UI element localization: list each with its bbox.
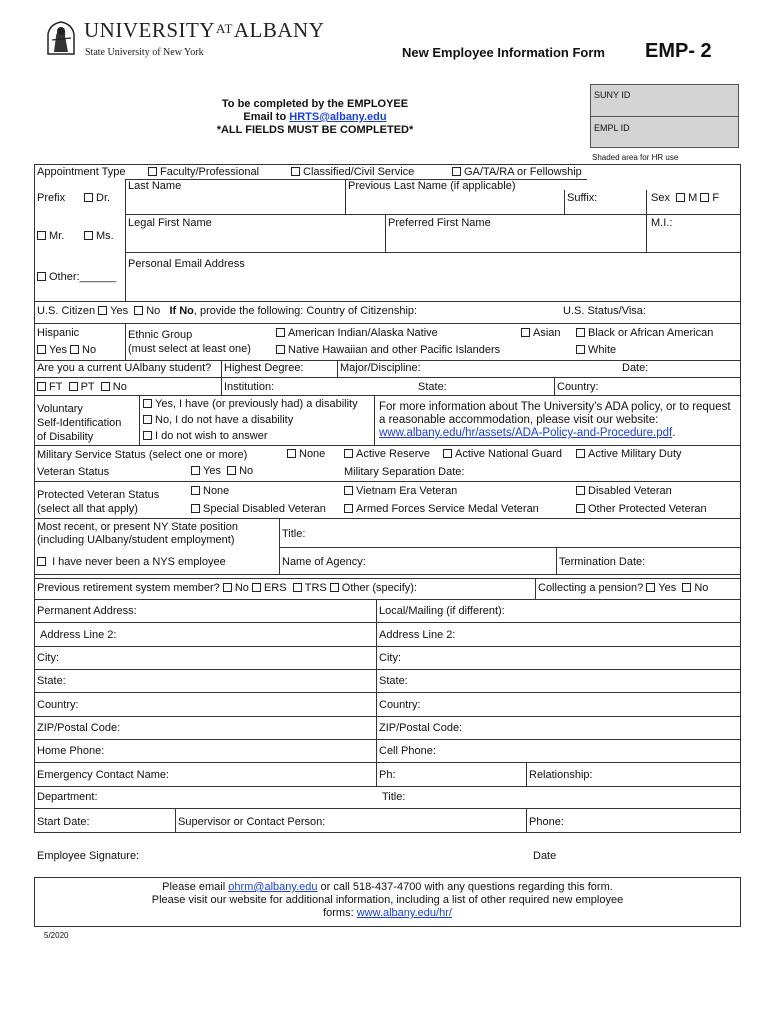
pension-no-label: No [694,582,709,594]
shaded-note: Shaded area for HR use [592,153,679,162]
student-ft-checkbox[interactable] [37,382,46,391]
retirement-trs-checkbox[interactable] [293,583,302,592]
student-pt-checkbox[interactable] [69,382,78,391]
checkbox[interactable] [576,449,585,458]
asian-label: Asian [533,327,561,339]
disability-label-3: of Disability [37,431,94,443]
university-logo [44,20,344,60]
footer-line1-b: or call 518-437-4700 with any questions regarding this form. [317,881,613,893]
ada-info-line2: a reasonable accommodation, please visit our website: [379,414,659,426]
employee-signature-label: Employee Signature: [37,850,140,862]
citizen-no-label: No [146,305,161,317]
checkbox[interactable] [576,328,585,337]
pv-none-option[interactable] [191,485,229,498]
veteran-status-label: Veteran Status [37,466,110,478]
sex-m-checkbox[interactable] [676,193,685,202]
citizen-yes-checkbox[interactable] [98,306,107,315]
retirement-ers-label: ERS [263,582,287,594]
pv-armed-label: Armed Forces Service Medal Veteran [356,503,539,515]
retirement-question: Previous retirement system member? [37,582,220,594]
veteran-options [191,465,253,478]
if-no-label: If No [169,305,194,317]
instructions-line1: To be completed by the EMPLOYEE [221,98,409,110]
retirement-no-label: No [234,582,249,594]
home-phone-label: Home Phone: [37,745,105,757]
termination-date-label: Termination Date: [559,556,646,568]
signature-date-label: Date [533,850,557,862]
veteran-no-label: No [239,465,254,477]
checkbox[interactable] [148,167,157,176]
start-date-label: Start Date: [37,816,90,828]
perm-city-label: City: [37,652,59,664]
preferred-first-name-label: Preferred First Name [388,217,491,229]
ada-info-line1: For more information about The University’s ADA policy, or to request [379,401,731,413]
never-nys-label: I have never been a NYS employee [52,556,226,568]
pv-other-label: Other Protected Veteran [588,503,707,515]
country-citizenship-label: , provide the following: Country of Citizenship: [193,305,418,317]
nhpi-label: Native Hawaiian and other Pacific Islanders [288,344,501,356]
appt-ga-option[interactable] [452,166,582,179]
ada-info [379,401,731,440]
appt-classified-label: Classified/Civil Service [303,166,415,178]
prefix-dr-label: Dr. [96,192,111,204]
sex-f-checkbox[interactable] [700,193,709,202]
military-none-label: None [299,448,326,460]
military-separation-label: Military Separation Date: [344,466,465,478]
protected-veteran-label-2: (select all that apply) [37,503,138,515]
ethnic-group-label: Ethnic Group [128,329,193,341]
retirement-other-label: Other (specify): [341,582,417,594]
pv-disabled-label: Disabled Veteran [588,485,672,497]
relationship-label: Relationship: [529,769,593,781]
local-address-line2-label: Address Line 2: [379,629,456,641]
disability-yes-option[interactable] [143,398,358,411]
checkbox[interactable] [344,449,353,458]
pension-no-checkbox[interactable] [682,583,691,592]
appt-faculty-label: Faculty/Professional [160,166,260,178]
student-options [37,381,127,394]
checkbox[interactable] [344,486,353,495]
disability-label-1: Voluntary [37,403,83,415]
ethnic-group-note: (must select at least one) [128,343,251,355]
form-code: EMP- 2 [645,40,712,62]
student-no-label: No [112,381,127,393]
nys-position-label [37,521,238,547]
cell-phone-label: Cell Phone: [379,745,436,757]
sex-label: Sex [651,192,670,204]
prefix-other-option[interactable] [37,271,116,284]
protected-veteran-label [37,488,159,516]
empl-id-field[interactable]: EMPL ID [594,123,630,133]
disability-label [37,402,121,444]
checkbox[interactable] [37,231,46,240]
mi-label: M.I.: [651,217,673,229]
military-none-option[interactable] [287,448,325,461]
job-title-label: Title: [382,791,406,803]
prefix-ms-option[interactable] [84,230,114,243]
supervisor-label: Supervisor or Contact Person: [178,816,326,828]
checkbox[interactable] [521,328,530,337]
nys-position-label-1: Most recent, or present NY State position [37,521,238,533]
retirement-other-checkbox[interactable] [330,583,339,592]
prev-last-name-label: Previous Last Name (if applicable) [348,180,516,192]
hispanic-options [37,344,96,357]
retirement-ers-checkbox[interactable] [252,583,261,592]
prefix-label: Prefix [37,192,66,204]
black-option[interactable] [576,327,713,340]
hispanic-yes-checkbox[interactable] [37,345,46,354]
institution-label: Institution: [224,381,275,393]
local-state-label: State: [379,675,408,687]
prefix-dr-option[interactable] [84,192,110,205]
military-duty-label: Active Military Duty [588,448,682,460]
student-country-label: Country: [557,381,599,393]
checkbox[interactable] [143,415,152,424]
local-city-label: City: [379,652,401,664]
emergency-contact-label: Emergency Contact Name: [37,769,170,781]
perm-zip-label: ZIP/Postal Code: [37,722,121,734]
prefix-other-label: Other:______ [49,271,117,283]
pv-special-label: Special Disabled Veteran [203,503,326,515]
checkbox[interactable] [576,345,585,354]
citizen-no-checkbox[interactable] [134,306,143,315]
us-status-visa-label: U.S. Status/Visa: [563,305,646,317]
form-title: New Employee Information Form [402,45,605,60]
veteran-no-checkbox[interactable] [227,466,236,475]
legal-first-name-label: Legal First Name [128,217,212,229]
university-name: UNIVERSITY [84,18,215,42]
hr-use-box [590,84,739,148]
student-ft-label: FT [49,381,63,393]
retirement-trs-label: TRS [304,582,327,594]
pv-vietnam-option[interactable] [344,485,457,498]
pv-armed-option[interactable] [344,503,539,516]
nys-title-label: Title: [282,528,306,540]
disability-no-option[interactable] [143,414,293,427]
suny-id-field[interactable]: SUNY ID [594,90,631,100]
hispanic-label: Hispanic [37,327,80,339]
pension-yes-label: Yes [658,582,677,594]
pension-field [538,582,708,595]
white-label: White [588,344,617,356]
ada-policy-link[interactable]: www.albany.edu/hr/assets/ADA-Policy-and-Procedure.pdf [379,427,673,439]
checkbox[interactable] [84,193,93,202]
citizen-field [37,305,417,318]
disability-yes-label: Yes, I have (or previously had) a disability [155,398,358,410]
university-albany: ALBANY [233,18,325,42]
local-country-label: Country: [379,699,421,711]
checkbox[interactable] [576,504,585,513]
disability-decline-label: I do not wish to answer [155,430,268,442]
sex-f-label: F [712,192,720,204]
appt-faculty-option[interactable] [148,166,259,179]
military-reserve-label: Active Reserve [356,448,430,460]
black-label: Black or African American [588,327,714,339]
checkbox[interactable] [37,272,46,281]
ada-period: . [672,427,676,439]
supervisor-phone-label: Phone: [529,816,564,828]
pv-other-option[interactable] [576,503,707,516]
disability-no-label: No, I do not have a disability [155,414,294,426]
suffix-label: Suffix: [567,192,598,204]
perm-address-line2-label: Address Line 2: [40,629,117,641]
prefix-ms-label: Ms. [96,230,114,242]
veteran-yes-label: Yes [203,465,221,477]
perm-state-label: State: [37,675,66,687]
checkbox[interactable] [344,504,353,513]
checkbox[interactable] [452,167,461,176]
never-nys-option[interactable] [37,556,226,569]
pv-vietnam-label: Vietnam Era Veteran [356,485,458,497]
hispanic-yes-label: Yes [49,344,67,356]
checkbox[interactable] [291,167,300,176]
footer-line2: Please visit our website for additional information, including a list of other required new employee [151,894,624,906]
citizen-yes-label: Yes [110,305,129,317]
checkbox[interactable] [37,557,46,566]
military-guard-label: Active National Guard [455,448,562,460]
checkbox[interactable] [276,345,285,354]
instructions-line3: *ALL FIELDS MUST BE COMPLETED* [216,124,414,136]
citizen-label: U.S. Citizen [37,305,96,317]
checkbox[interactable] [84,231,93,240]
footer-line3-a: forms: [323,907,357,919]
appointment-type-label: Appointment Type [37,166,126,178]
form-version: 5/2020 [44,931,69,940]
instructions-email-prefix: Email to [243,111,290,123]
military-guard-option[interactable] [443,448,562,461]
pension-yes-checkbox[interactable] [646,583,655,592]
military-status-label: Military Service Status (select one or more) [37,449,248,461]
appt-ga-label: GA/TA/RA or Fellowship [464,166,582,178]
checkbox[interactable] [276,328,285,337]
hispanic-no-label: No [82,344,97,356]
military-reserve-option[interactable] [344,448,430,461]
amind-option[interactable] [276,327,438,340]
veteran-yes-checkbox[interactable] [191,466,200,475]
prefix-mr-label: Mr. [49,230,65,242]
checkbox[interactable] [191,486,200,495]
military-duty-option[interactable] [576,448,682,461]
footer-line1-a: Please email [162,881,229,893]
asian-option[interactable] [521,327,561,340]
footer-box [34,877,741,927]
hispanic-no-checkbox[interactable] [70,345,79,354]
suny-tagline: State University of New York [85,47,204,58]
student-state-label: State: [418,381,447,393]
agency-label: Name of Agency: [282,556,366,568]
student-date-label: Date: [622,362,649,374]
sex-field [651,192,719,205]
disability-label-2: Self-Identification [37,417,122,429]
minerva-seal-icon [44,20,78,56]
checkbox[interactable] [191,504,200,513]
retirement-field [37,582,417,595]
hrts-email-link[interactable]: HRTS@albany.edu [289,111,387,123]
department-label: Department: [37,791,98,803]
highest-degree-label: Highest Degree: [224,362,304,374]
checkbox[interactable] [443,449,452,458]
local-address-label: Local/Mailing (if different): [379,605,505,617]
disability-decline-option[interactable] [143,430,268,443]
checkbox[interactable] [143,431,152,440]
nhpi-option[interactable] [276,344,500,357]
local-zip-label: ZIP/Postal Code: [379,722,463,734]
protected-veteran-label-1: Protected Veteran Status [37,489,160,501]
prefix-mr-option[interactable] [37,230,64,243]
last-name-label: Last Name [128,180,182,192]
permanent-address-label: Permanent Address: [37,605,137,617]
pv-disabled-option[interactable] [576,485,672,498]
student-pt-label: PT [80,381,95,393]
pv-none-label: None [203,485,230,497]
student-no-checkbox[interactable] [101,382,110,391]
sex-m-label: M [688,192,698,204]
checkbox[interactable] [143,399,152,408]
emergency-ph-label: Ph: [379,769,396,781]
major-label: Major/Discipline: [340,362,421,374]
hr-website-link[interactable]: www.albany.edu/hr/ [356,907,452,919]
amind-label: American Indian/Alaska Native [288,327,438,339]
ohrm-email-link[interactable]: ohrm@albany.edu [228,881,318,893]
white-option[interactable] [576,344,616,357]
student-question: Are you a current UAlbany student? [37,362,212,374]
checkbox[interactable] [576,486,585,495]
checkbox[interactable] [287,449,296,458]
nys-position-label-2: (including UAlbany/student employment) [37,534,235,546]
retirement-no-checkbox[interactable] [223,583,232,592]
appt-classified-option[interactable] [291,166,414,179]
pension-question: Collecting a pension? [538,582,644,594]
personal-email-label: Personal Email Address [128,258,245,270]
university-at: AT [216,21,233,36]
perm-country-label: Country: [37,699,79,711]
pv-special-option[interactable] [191,503,326,516]
